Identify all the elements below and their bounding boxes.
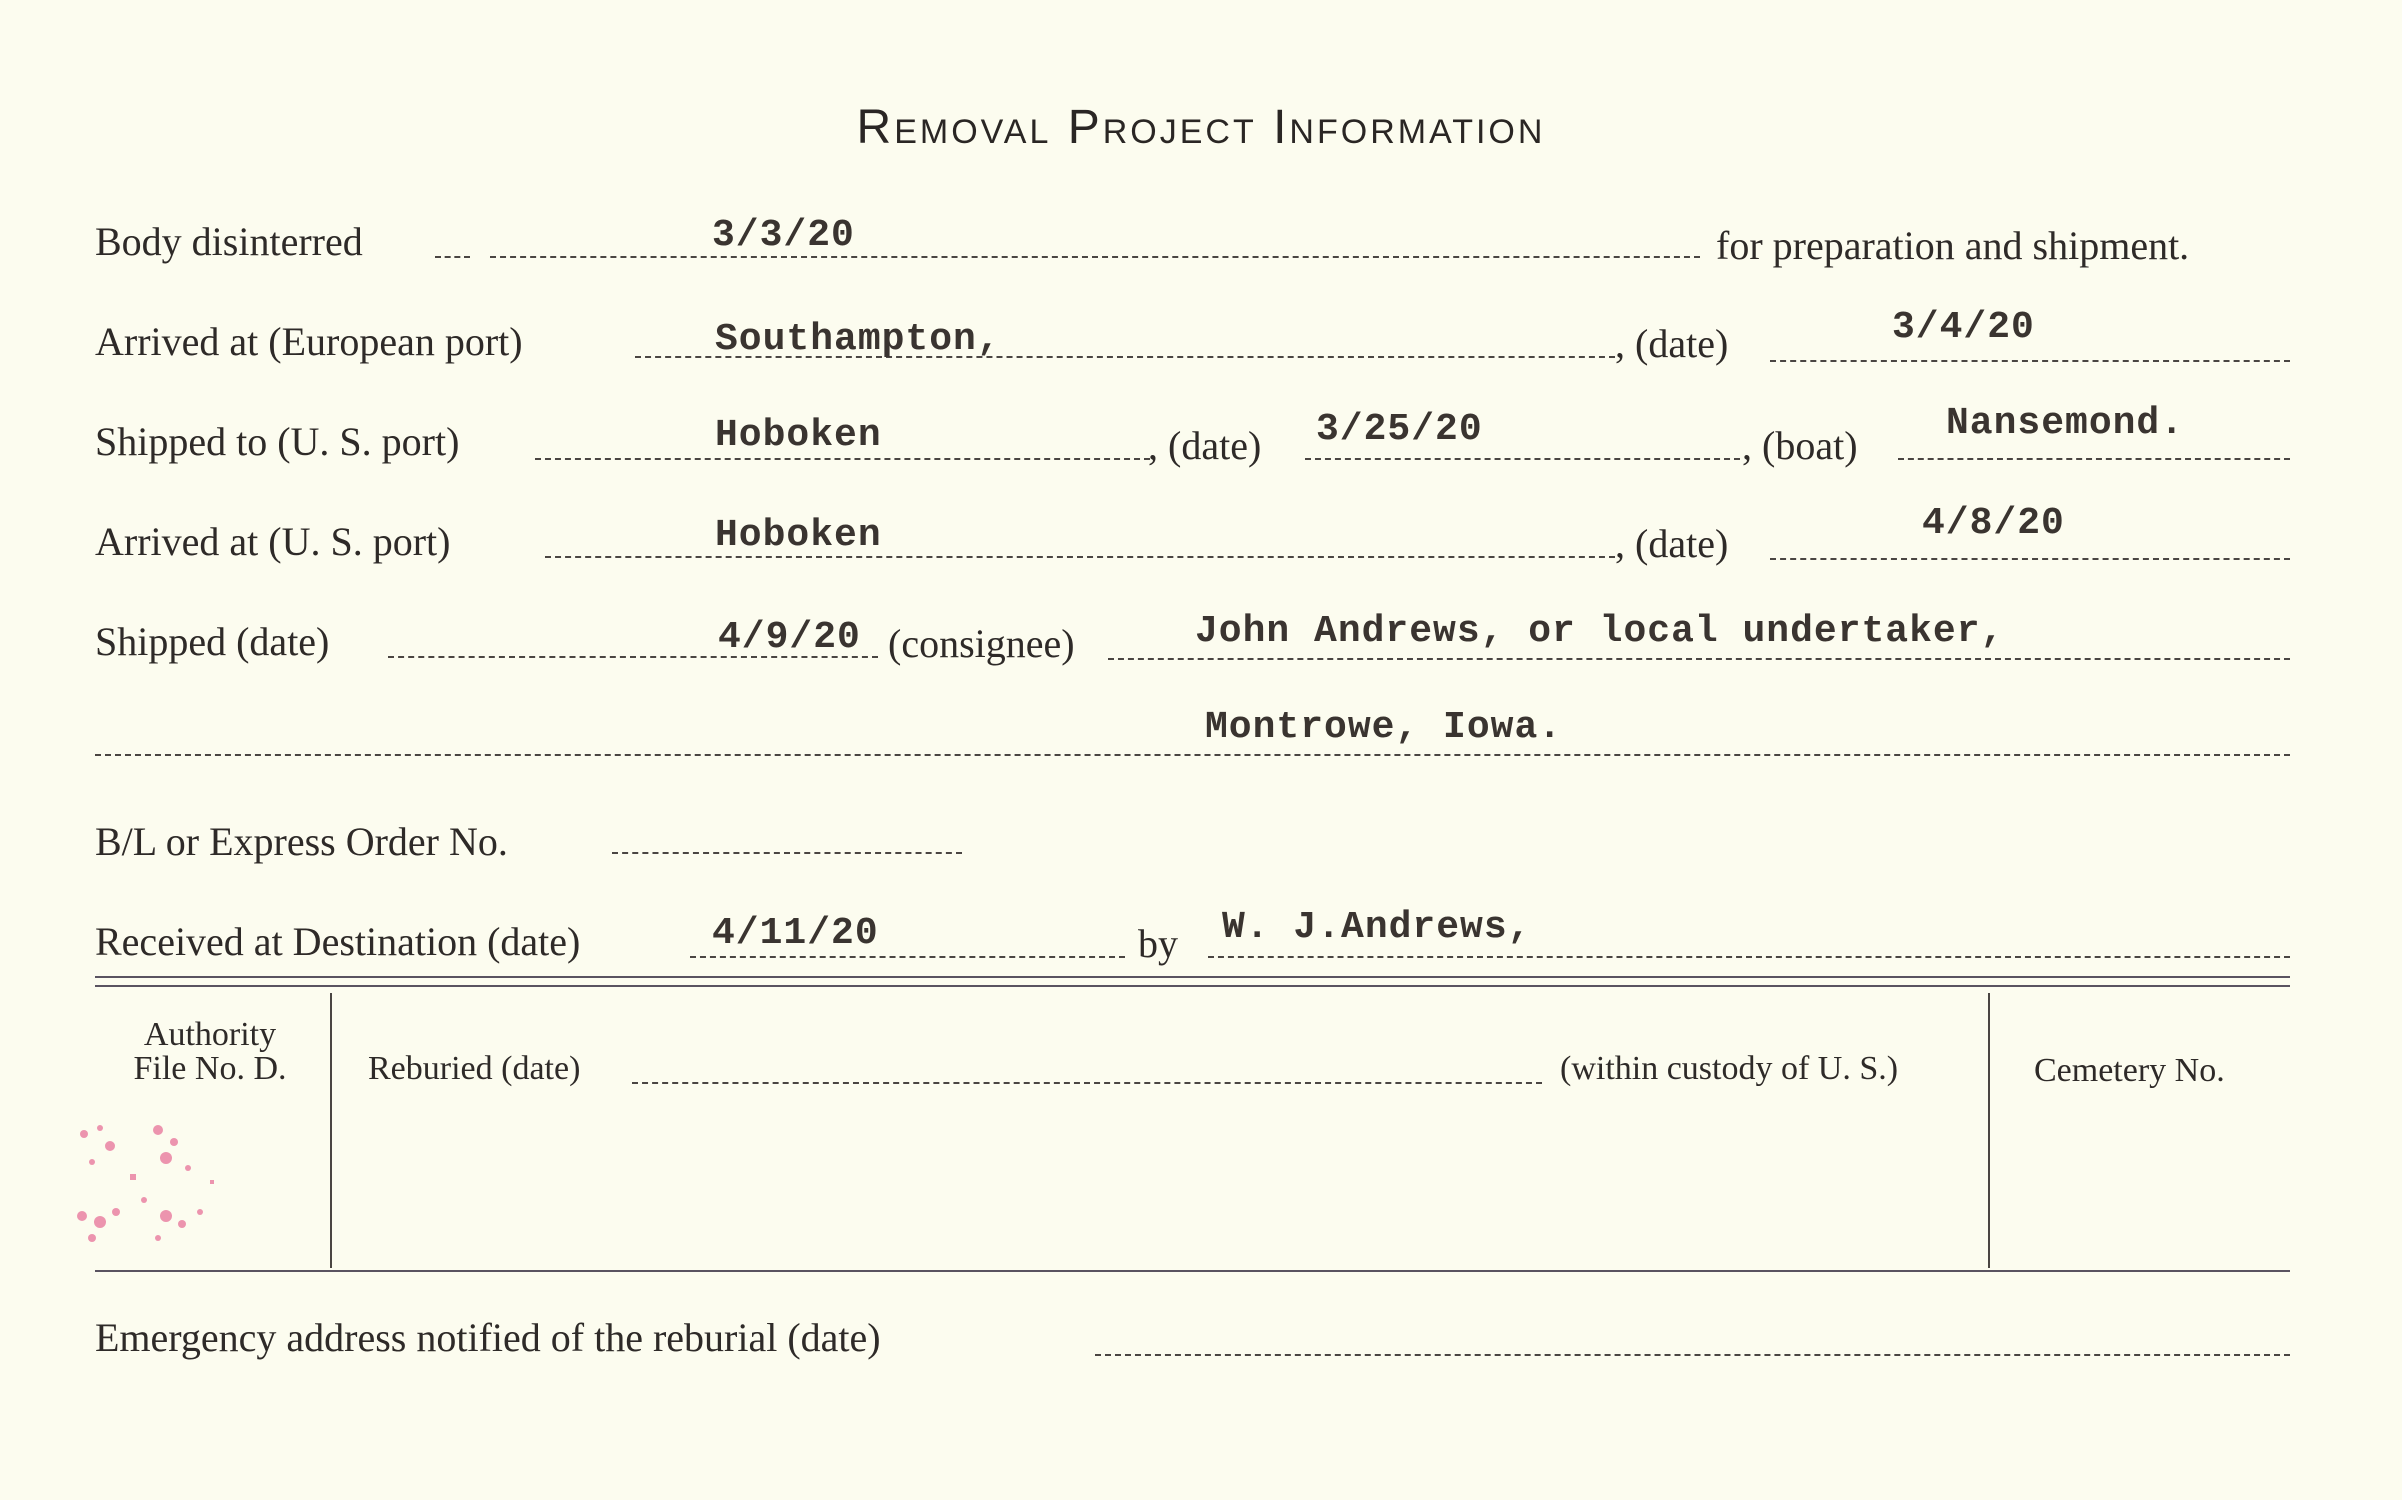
arrived-us-label: Arrived at (U. S. port) <box>95 519 451 564</box>
arrived-us-date-label: , (date) <box>1615 521 1729 566</box>
dotted-line <box>535 458 1150 460</box>
shipped-date: 4/9/20 <box>718 616 861 659</box>
dotted-line <box>1208 956 2290 958</box>
bl-label: B/L or Express Order No. <box>95 819 508 864</box>
arrived-european-date: 3/4/20 <box>1892 306 2035 349</box>
received-date: 4/11/20 <box>712 912 879 955</box>
received-by: W. J.Andrews, <box>1222 906 1532 949</box>
shipped-consignee-label: (consignee) <box>888 621 1075 666</box>
authority-line2: File No. D. <box>133 1050 287 1087</box>
received-label: Received at Destination (date) <box>95 919 581 964</box>
shipped-to-date: 3/25/20 <box>1316 408 1483 451</box>
dotted-line <box>612 852 962 854</box>
authority-label <box>95 1018 325 1086</box>
dotted-line <box>490 256 1700 258</box>
shipped-consignee-line2: Montrowe, Iowa. <box>1205 706 1563 749</box>
shipped-to-boat: Nansemond. <box>1946 402 2185 445</box>
box-divider <box>330 993 332 1268</box>
shipped-label: Shipped (date) <box>95 619 330 664</box>
dotted-line <box>95 754 2290 756</box>
dotted-line <box>1898 458 2290 460</box>
authority-line1: Authority <box>143 1016 277 1053</box>
card-title-text: Removal Project Information <box>856 101 1546 154</box>
arrived-european-port: Southampton, <box>715 318 1001 361</box>
received-by-label: by <box>1138 921 1178 966</box>
cemetery-label: Cemetery No. <box>2034 1052 2225 1089</box>
arrived-european-label: Arrived at (European port) <box>95 319 523 364</box>
shipped-to-date-label: , (date) <box>1148 423 1262 468</box>
shipped-to-boat-label: , (boat) <box>1742 423 1858 468</box>
dotted-line <box>632 1082 1542 1084</box>
card-title <box>0 100 2402 155</box>
reburied-label: Reburied (date) <box>368 1050 581 1087</box>
box-bottom-rule <box>95 1270 2290 1272</box>
divider-rule <box>95 985 2290 987</box>
dotted-line <box>435 256 470 258</box>
arrived-us-port: Hoboken <box>715 514 882 557</box>
dotted-line <box>545 556 1615 558</box>
shipped-to-label: Shipped to (U. S. port) <box>95 419 460 464</box>
shipped-consignee-line1: John Andrews, or local undertaker, <box>1195 610 2005 653</box>
dotted-line <box>1108 658 2290 660</box>
dotted-line <box>690 956 1125 958</box>
dotted-line <box>1770 558 2290 560</box>
custody-label: (within custody of U. S.) <box>1560 1050 1899 1087</box>
box-divider <box>1988 993 1990 1268</box>
stamp-mark-icon <box>70 1120 240 1270</box>
arrived-us-date: 4/8/20 <box>1922 502 2065 545</box>
arrived-european-date-label: , (date) <box>1615 321 1729 366</box>
dotted-line <box>1770 360 2290 362</box>
shipped-to-port: Hoboken <box>715 414 882 457</box>
body-disinterred-date: 3/3/20 <box>712 214 855 257</box>
dotted-line <box>1095 1354 2290 1356</box>
body-disinterred-suffix: for preparation and shipment. <box>1716 223 2190 268</box>
divider-rule <box>95 976 2290 978</box>
emergency-label: Emergency address notified of the reburial (date) <box>95 1315 881 1360</box>
dotted-line <box>1305 458 1740 460</box>
body-disinterred-label: Body disinterred <box>95 219 363 264</box>
